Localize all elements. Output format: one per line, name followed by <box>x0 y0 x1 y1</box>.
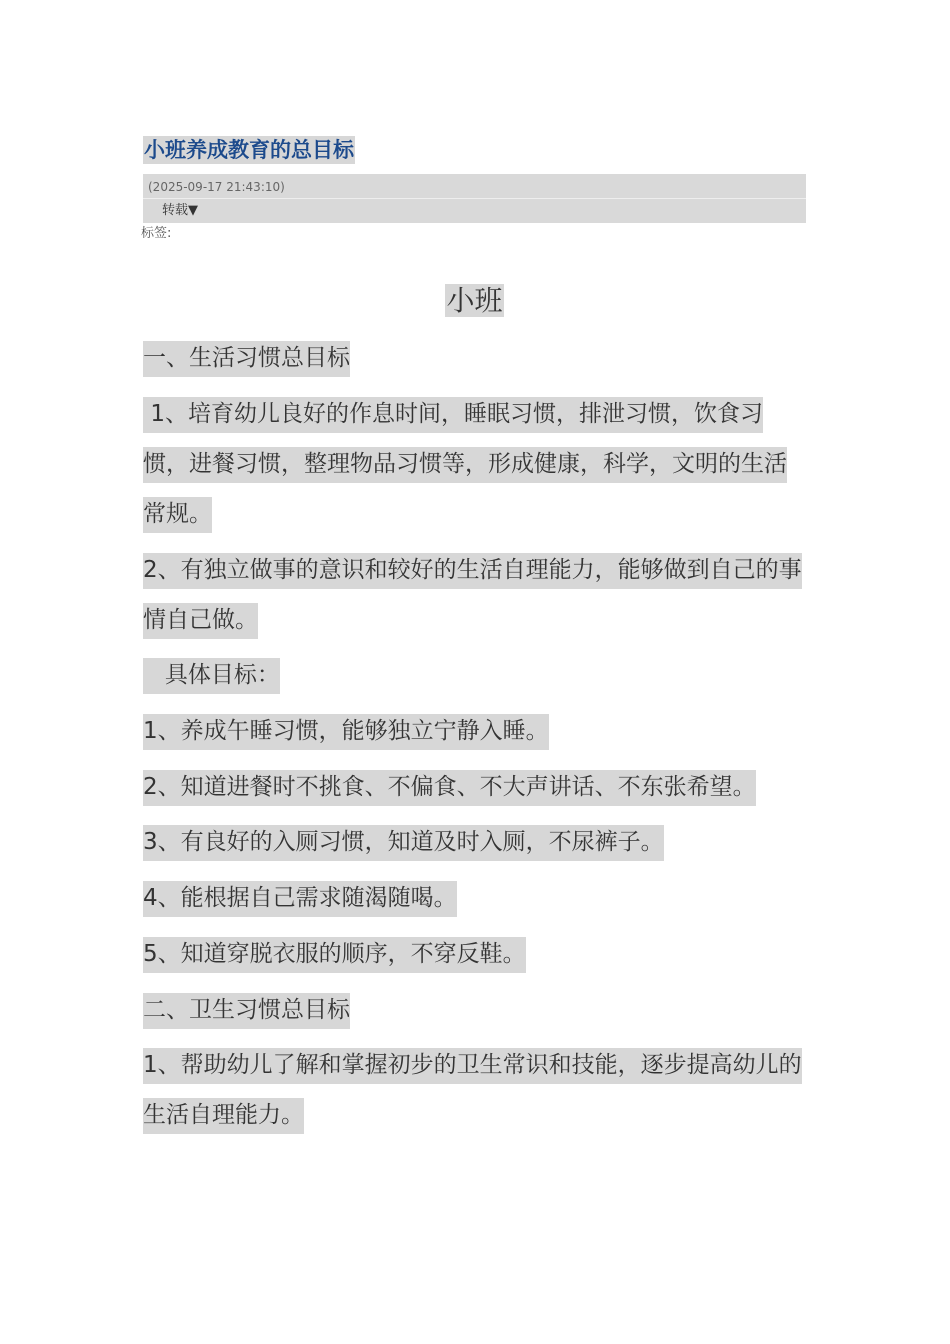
paragraph-item: 2、有独立做事的意识和较好的生活自理能力，能够做到自己的事情自己做。 <box>143 545 806 645</box>
paragraph-item: 3、有良好的入厕习惯，知道及时入厕，不尿裤子。 <box>143 817 806 867</box>
repost-dropdown[interactable]: 转载▼ <box>162 203 198 218</box>
section-heading-life-habits: 一、生活习惯总目标 <box>143 333 806 383</box>
section-heading-hygiene-habits: 二、卫生习惯总目标 <box>143 985 806 1035</box>
tags-label: 标签: <box>141 226 172 241</box>
meta-divider <box>143 198 806 199</box>
article-title: 小班养成教育的总目标 <box>144 138 354 162</box>
article-date: (2025-09-17 21:43:10) <box>148 180 285 194</box>
paragraph-item: 1、培育幼儿良好的作息时间，睡眠习惯，排泄习惯，饮食习惯，进餐习惯，整理物品习惯等，形成健康，科学，文明的生活常规。 <box>143 389 806 539</box>
paragraph-item: 1、帮助幼儿了解和掌握初步的卫生常识和技能，逐步提高幼儿的生活自理能力。 <box>143 1040 806 1140</box>
content-heading <box>143 282 806 320</box>
paragraph-item: 5、知道穿脱衣服的顺序，不穿反鞋。 <box>143 929 806 979</box>
paragraph-item: 4、能根据自己需求随渴随喝。 <box>143 873 806 923</box>
paragraph-item: 1、养成午睡习惯，能够独立宁静入睡。 <box>143 706 806 756</box>
paragraph-item: 2、知道进餐时不挑食、不偏食、不大声讲话、不东张希望。 <box>143 762 806 812</box>
specific-goals-heading: 具体目标： <box>143 650 806 700</box>
article-meta-bar <box>143 174 806 223</box>
content-heading-text: 小班 <box>446 284 503 317</box>
